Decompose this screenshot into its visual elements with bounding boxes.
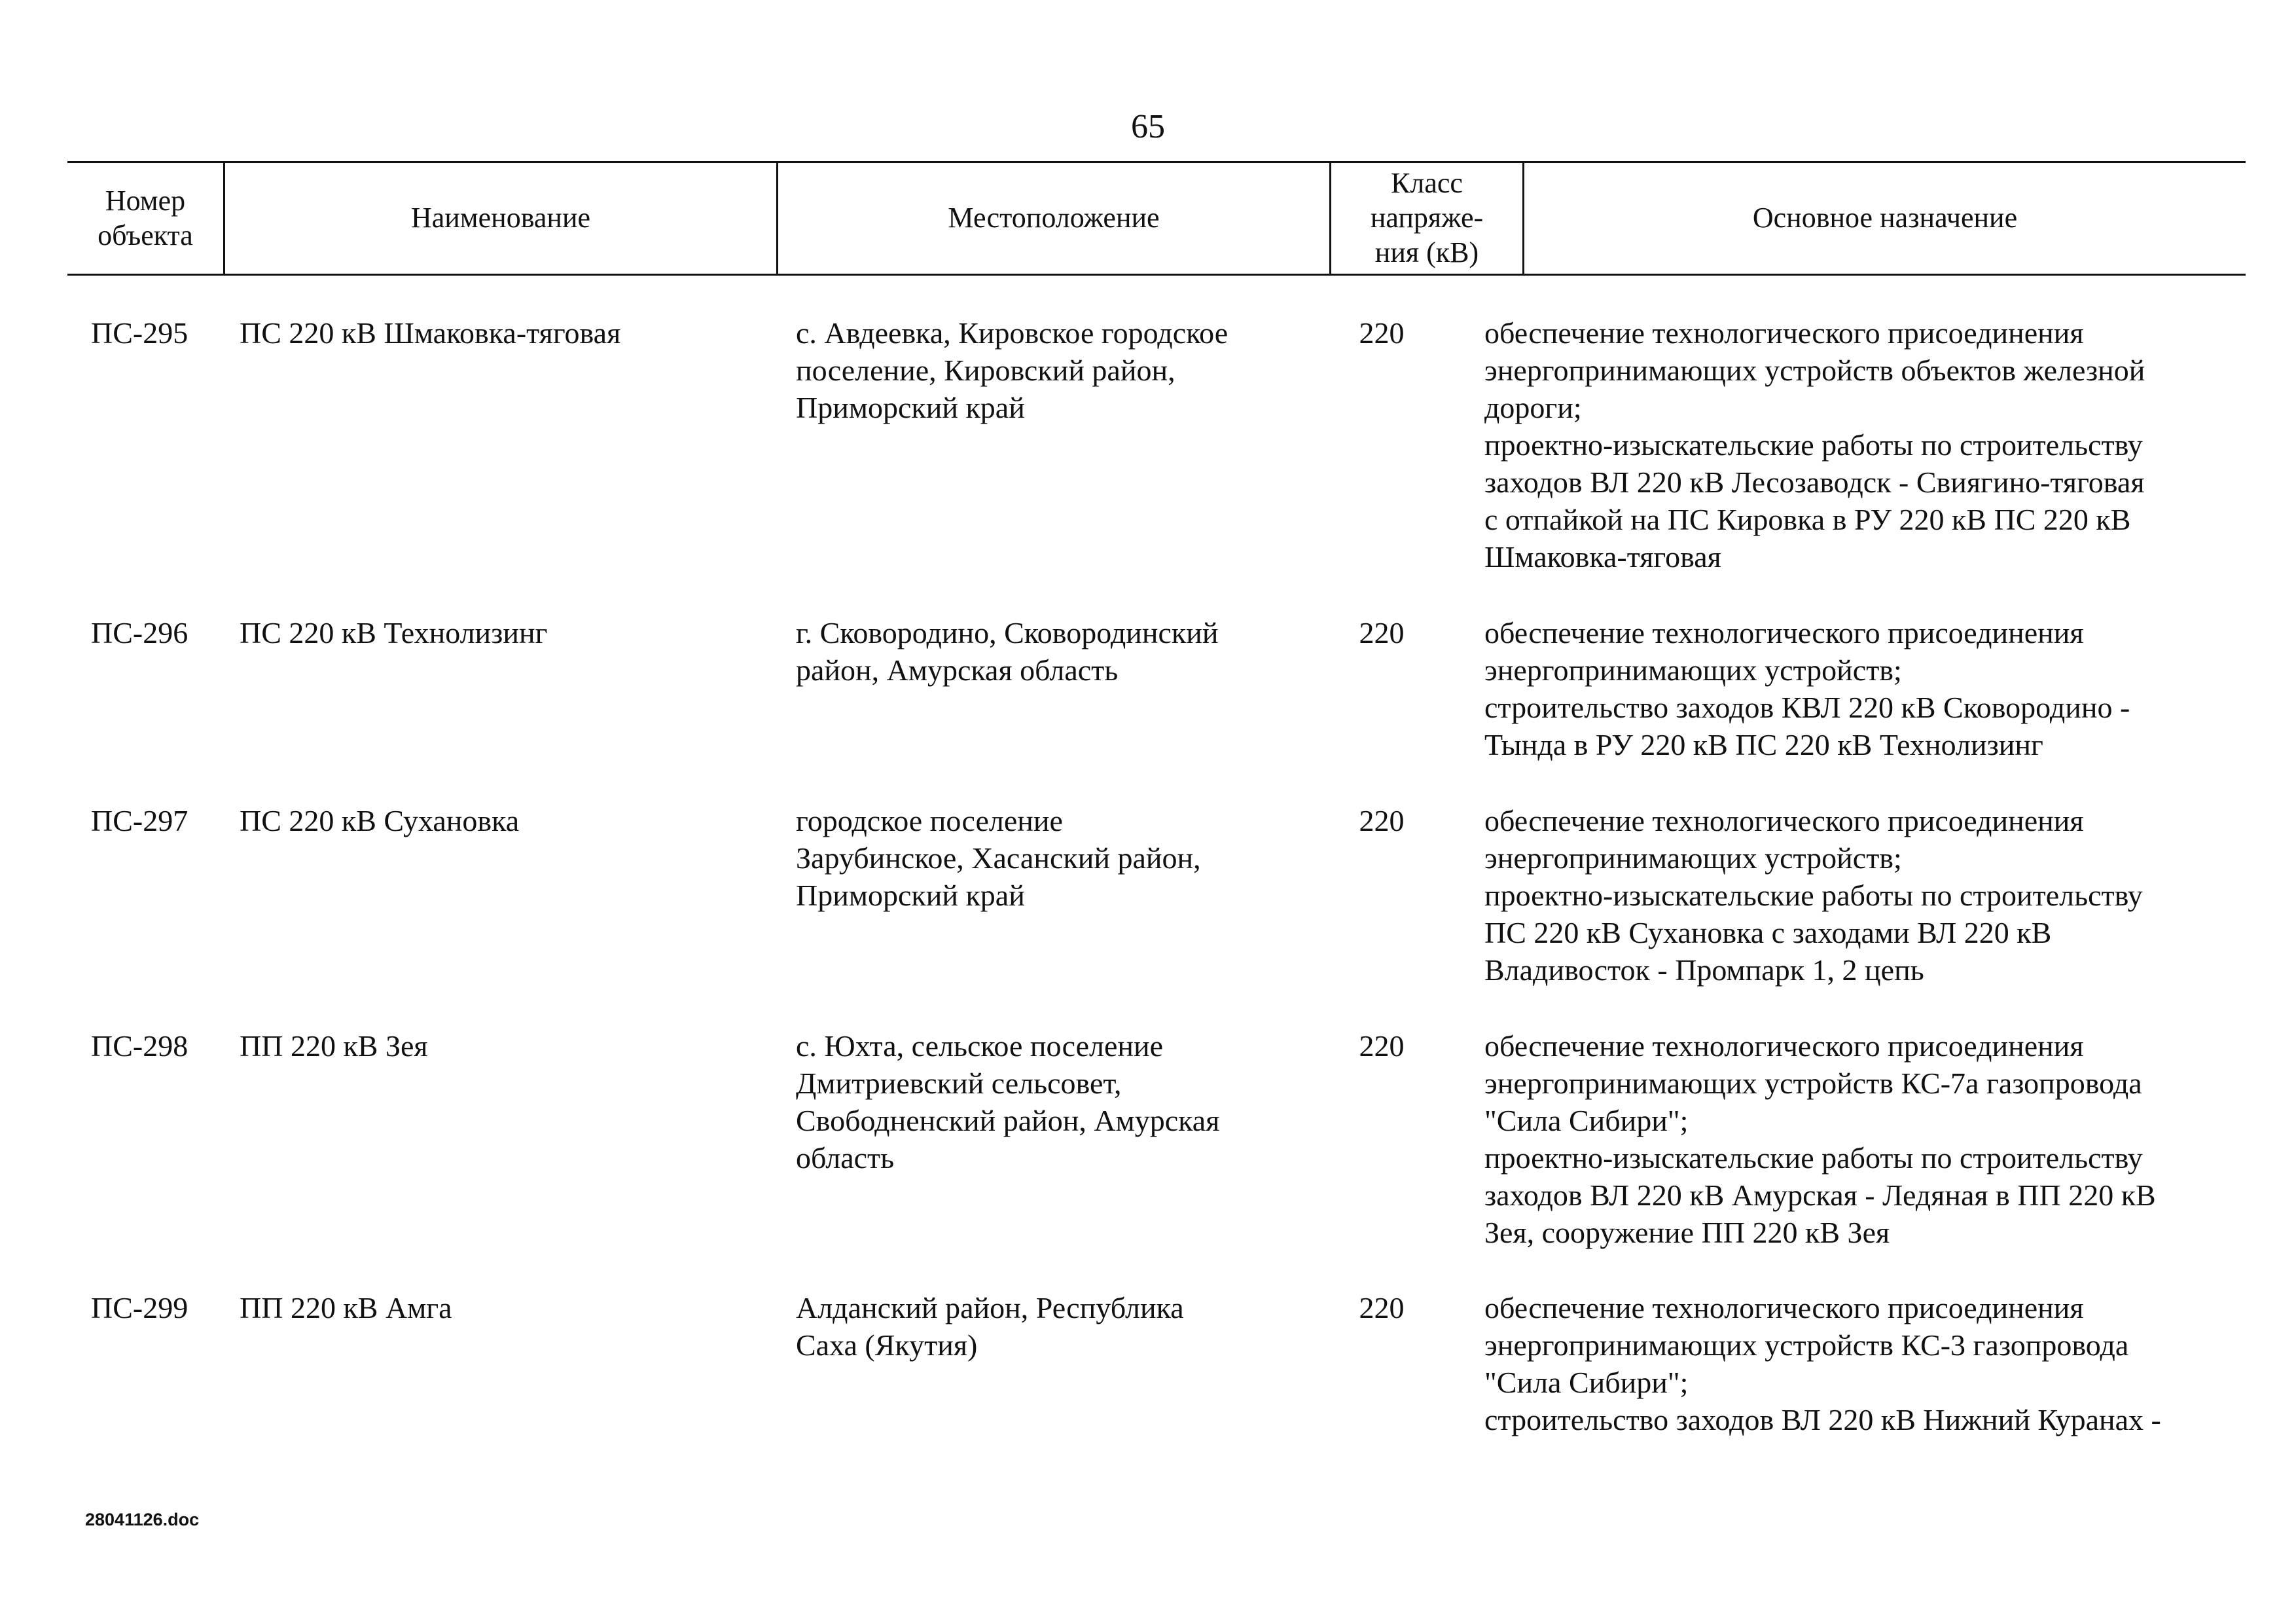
row-purpose-line: Зея, сооружение ПП 220 кВ Зея (1484, 1216, 1890, 1249)
header-number-line: Номер (105, 184, 186, 217)
row-purpose-line: с отпайкой на ПС Кировка в РУ 220 кВ ПС 220 кВ (1484, 503, 2131, 536)
row-purpose (1484, 802, 2257, 989)
row-voltage: 220 (1359, 1029, 1405, 1063)
row-name (240, 314, 763, 352)
row-purpose-line: ПС 220 кВ Сухановка с заходами ВЛ 220 кВ (1484, 916, 2052, 949)
header-voltage (1329, 163, 1522, 274)
header-number-line: объекта (98, 219, 193, 251)
page-number: 65 (1131, 108, 1165, 145)
row-purpose-line: энергопринимающих устройств; (1484, 653, 1902, 687)
row-name (240, 1027, 763, 1065)
row-number: ПС-298 (91, 1029, 188, 1063)
row-location-line: с. Авдеевка, Кировское городское (796, 316, 1229, 350)
row-location-line: городское поселение (796, 804, 1063, 837)
row-location-line: Зарубинское, Хасанский район, (796, 841, 1201, 875)
row-name (240, 614, 763, 651)
row-location-line: Свободненский район, Амурская (796, 1104, 1220, 1137)
row-name-line: ПП 220 кВ Амга (240, 1291, 452, 1324)
row-purpose-line: строительство заходов ВЛ 220 кВ Нижний Куранах - (1484, 1403, 2161, 1436)
row-number: ПС-297 (91, 804, 188, 837)
header-voltage-line: Класс (1391, 167, 1463, 200)
row-number: ПС-299 (91, 1291, 188, 1324)
row-location (796, 802, 1293, 914)
row-location-line: Саха (Якутия) (796, 1328, 978, 1362)
row-purpose-line: энергопринимающих устройств КС-7а газопровода (1484, 1067, 2142, 1100)
row-name-line: ПП 220 кВ Зея (240, 1029, 428, 1063)
header-purpose-line: Основное назначение (1752, 202, 2018, 234)
row-voltage: 220 (1359, 804, 1405, 837)
row-purpose (1484, 314, 2257, 575)
row-location-line: с. Юхта, сельское поселение (796, 1029, 1164, 1063)
header-purpose (1522, 163, 2246, 274)
row-purpose-line: обеспечение технологического присоединения (1484, 804, 2084, 837)
row-name (240, 1289, 763, 1326)
row-voltage: 220 (1359, 616, 1405, 649)
row-purpose (1484, 1027, 2257, 1251)
row-location-line: Приморский край (796, 391, 1025, 424)
row-location-line: г. Сковородино, Сковородинский (796, 616, 1219, 649)
row-name-line: ПС 220 кВ Сухановка (240, 804, 520, 837)
row-location (796, 1027, 1293, 1176)
row-location (796, 314, 1293, 426)
row-purpose-line: Тында в РУ 220 кВ ПС 220 кВ Технолизинг (1484, 728, 2043, 761)
row-location-line: поселение, Кировский район, (796, 354, 1175, 387)
document-filename: 28041126.doc (85, 1510, 200, 1529)
row-purpose-line: проектно-изыскательские работы по строительству (1484, 428, 2143, 462)
row-number: ПС-296 (91, 616, 188, 649)
row-purpose-line: обеспечение технологического присоединения (1484, 616, 2084, 649)
header-name (223, 163, 776, 274)
row-purpose-line: "Сила Сибири"; (1484, 1104, 1689, 1137)
row-name (240, 802, 763, 839)
row-voltage: 220 (1359, 1291, 1405, 1324)
row-voltage: 220 (1359, 316, 1405, 350)
row-purpose (1484, 1289, 2257, 1438)
row-location-line: Приморский край (796, 879, 1025, 912)
row-purpose-line: энергопринимающих устройств объектов железной (1484, 354, 2145, 387)
row-location-line: область (796, 1141, 895, 1175)
row-purpose-line: строительство заходов КВЛ 220 кВ Сковородино - (1484, 691, 2130, 724)
header-name-line: Наименование (410, 202, 591, 234)
row-purpose-line: проектно-изыскательские работы по строительству (1484, 879, 2143, 912)
row-purpose (1484, 614, 2257, 763)
row-name-line: ПС 220 кВ Технолизинг (240, 616, 548, 649)
row-purpose-line: проектно-изыскательские работы по строительству (1484, 1141, 2143, 1175)
row-number: ПС-295 (91, 316, 188, 350)
row-purpose-line: энергопринимающих устройств; (1484, 841, 1902, 875)
row-location-line: Алданский район, Республика (796, 1291, 1184, 1324)
row-purpose-line: энергопринимающих устройств КС-3 газопровода (1484, 1328, 2129, 1362)
row-purpose-line: обеспечение технологического присоединения (1484, 1291, 2084, 1324)
row-name-line: ПС 220 кВ Шмаковка-тяговая (240, 316, 621, 350)
row-location-line: Дмитриевский сельсовет, (796, 1067, 1122, 1100)
header-location-line: Местоположение (948, 202, 1160, 234)
header-location (776, 163, 1329, 274)
row-purpose-line: заходов ВЛ 220 кВ Лесозаводск - Свиягино-тяговая (1484, 465, 2145, 499)
row-purpose-line: обеспечение технологического присоединения (1484, 1029, 2084, 1063)
header-voltage-line: ния (кВ) (1374, 236, 1479, 268)
row-purpose-line: дороги; (1484, 391, 1582, 424)
row-purpose-line: "Сила Сибири"; (1484, 1366, 1689, 1399)
row-purpose-line: Владивосток - Промпарк 1, 2 цепь (1484, 953, 1924, 987)
table-header (67, 161, 2246, 276)
row-purpose-line: заходов ВЛ 220 кВ Амурская - Ледяная в ПП 220 кВ (1484, 1178, 2156, 1212)
header-voltage-line: напряже- (1370, 202, 1484, 234)
row-purpose-line: обеспечение технологического присоединения (1484, 316, 2084, 350)
row-location-line: район, Амурская область (796, 653, 1119, 687)
row-location (796, 1289, 1293, 1364)
header-number (67, 163, 223, 274)
row-location (796, 614, 1293, 689)
row-purpose-line: Шмаковка-тяговая (1484, 540, 1721, 574)
